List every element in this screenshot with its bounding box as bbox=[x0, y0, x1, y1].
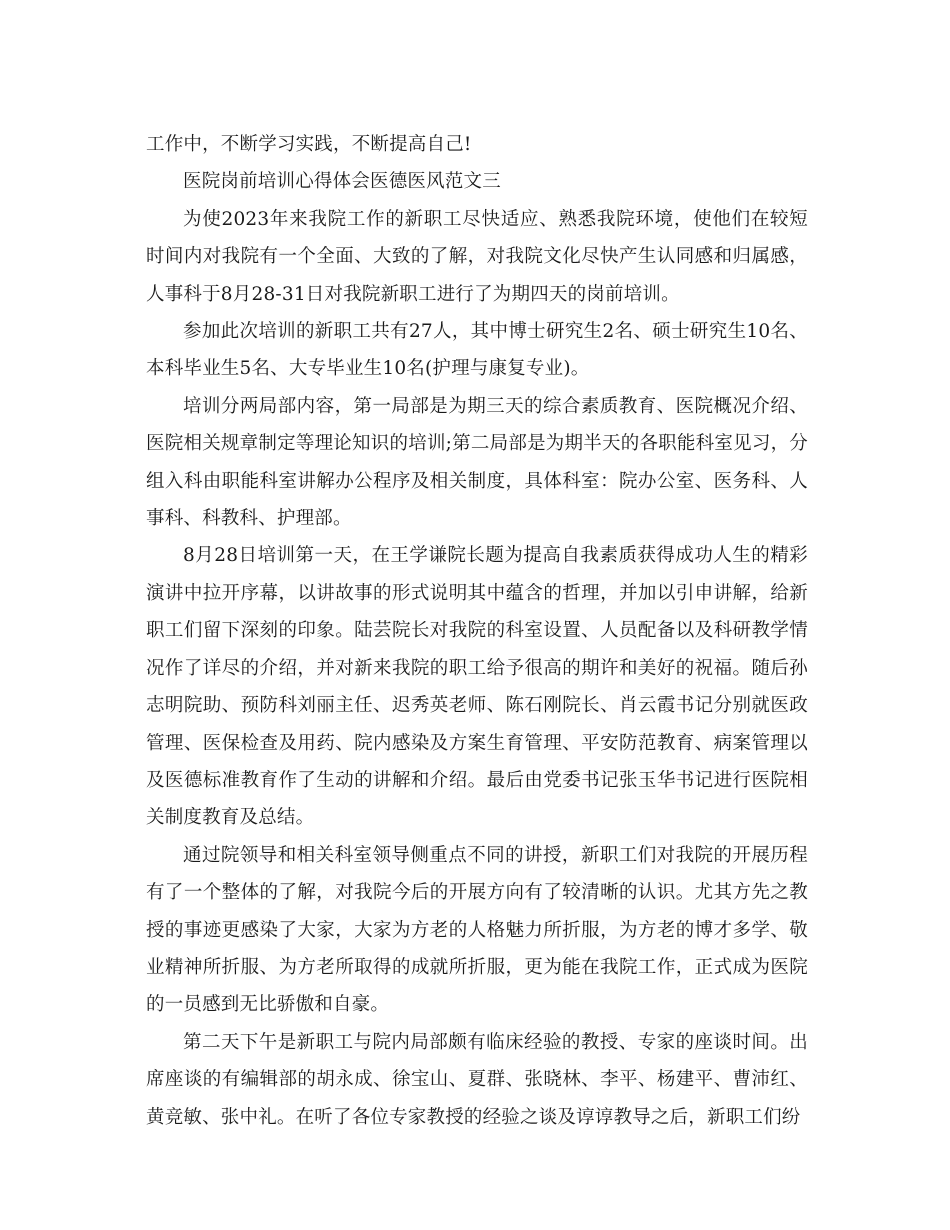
paragraph-training-content: 培训分两局部内容，第一局部是为期三天的综合素质教育、医院概况介绍、医院相关规章制定等理论知识的培训;第二局部是为期半天的各职能科室见习，分组入科由职能科室讲解办公程序及相关制度，具体科室：院办公室、医务科、人事科、科教科、护理部。 bbox=[146, 395, 808, 530]
paragraph-continuation: 工作中，不断学习实践，不断提高自己! bbox=[146, 134, 472, 155]
document-body bbox=[146, 126, 808, 1136]
paragraph-reflection: 通过院领导和相关科室领导侧重点不同的讲授，新职工们对我院的开展历程有了一个整体的了解，对我院今后的开展方向有了较清晰的认识。尤其方先之教授的事迹更感染了大家，大家为方老的人格魅力所折服，为方老的博才多学、敬业精神所折服、为方老所取得的成就所折服，更为能在我院工作，正式成为医院的一员感到无比骄傲和自豪。 bbox=[146, 844, 808, 1016]
paragraph-intro: 为使2023年来我院工作的新职工尽快适应、熟悉我院环境，使他们在较短时间内对我院有一个全面、大致的了解，对我院文化尽快产生认同感和归属感，人事科于8月28-31日对我院新职工进行了为期四天的岗前培训。 bbox=[146, 208, 808, 305]
paragraph-day-one: 8月28日培训第一天，在王学谦院长题为提高自我素质获得成功人生的精彩演讲中拉开序幕，以讲故事的形式说明其中蕴含的哲理，并加以引申讲解，给新职工们留下深刻的印象。陆芸院长对我院的科室设置、人员配备以及科研教学情况作了详尽的介绍，并对新来我院的职工给予很高的期许和美好的祝福。随后孙志明院助、预防科刘丽主任、迟秀英老师、陈石刚院长、肖云霞书记分别就医政管理、医保检查及用药、院内感染及方案生育管理、平安防范教育、病案管理以及医德标准教育作了生动的讲解和介绍。最后由党委书记张玉华书记进行医院相关制度教育及总结。 bbox=[146, 545, 808, 829]
paragraph-day-two: 第二天下午是新职工与院内局部颇有临床经验的教授、专家的座谈时间。出席座谈的有编辑部的胡永成、徐宝山、夏群、张晓林、李平、杨建平、曹沛红、黄竞敏、张中礼。在听了各位专家教授的经验之谈及谆谆教导之后，新职工们纷 bbox=[146, 1031, 808, 1128]
paragraph-participants: 参加此次培训的新职工共有27人，其中博士研究生2名、硕士研究生10名、本科毕业生5名、大专毕业生10名(护理与康复专业)。 bbox=[146, 321, 808, 380]
section-heading: 医院岗前培训心得体会医德医风范文三 bbox=[183, 171, 501, 193]
